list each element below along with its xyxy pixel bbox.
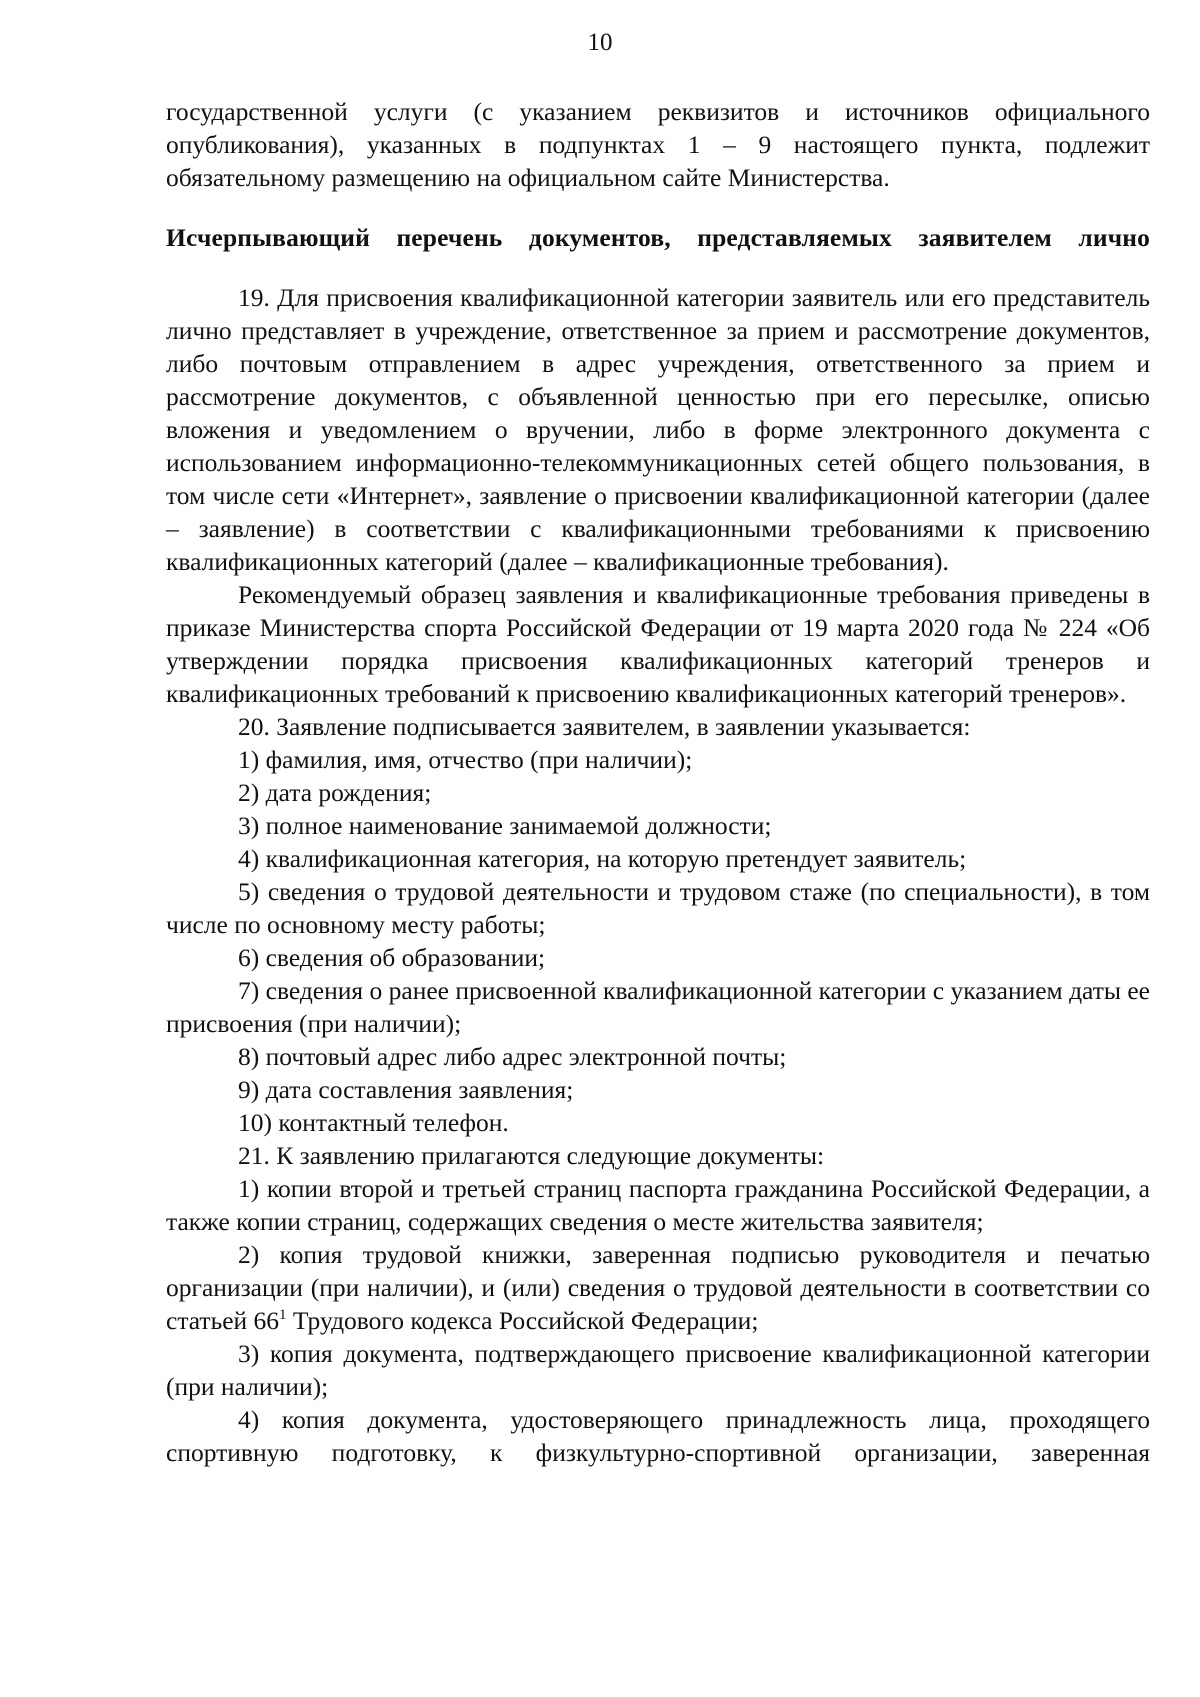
paragraph-21-item-4: 4) копия документа, удостоверяющего принадлежность лица, проходящего спортивную подготовку, к физкультурно-спортивной организации, заверенная (166, 1405, 1150, 1467)
intro-paragraph: государственной услуги (с указанием реквизитов и источников официального опубликования), указанных в подпунктах 1 – 9 настоящего пункта, подлежит обязательному размещению на официальном сайте Министерства. (166, 97, 1150, 192)
paragraph-21-item-2-text: 2) копия трудовой книжки, заверенная подписью руководителя и печатью организации (при наличии), и (или) сведения о трудовой деятельности в соответствии со статьей 66 (166, 1240, 1150, 1335)
list-item: 4) квалификационная категория, на которую претендует заявитель; (238, 844, 967, 873)
list-item: 3) полное наименование занимаемой должности; (238, 811, 772, 840)
list-item: 5) сведения о трудовой деятельности и трудовом стаже (по специальности), в том числе по основному месту работы; (166, 877, 1150, 939)
paragraph-21-item-1: 1) копии второй и третьей страниц паспорта гражданина Российской Федерации, а также копии страниц, содержащих сведения о месте жительства заявителя; (166, 1174, 1150, 1236)
paragraph-19: 19. Для присвоения квалификационной категории заявитель или его представитель лично представляет в учреждение, ответственное за прием и рассмотрение документов, либо почтовым отправлением в адрес учреждения, ответственного за прием и рассмотрение документов, с объявленной ценностью при его пересылке, описью вложения и уведомлением о вручении, либо в форме электронного документа с использованием информационно-телекоммуникационных сетей общего пользования, в том числе сети «Интернет», заявление о присвоении квалификационной категории (далее – заявление) в соответствии с квалификационными требованиями к присвоению квалификационных категорий (далее – квалификационные требования). (166, 283, 1150, 576)
list-item: 8) почтовый адрес либо адрес электронной почты; (238, 1042, 787, 1071)
list-item: 10) контактный телефон. (238, 1108, 509, 1137)
paragraph-21: 21. К заявлению прилагаются следующие документы: (238, 1141, 825, 1170)
paragraph-20: 20. Заявление подписывается заявителем, в заявлении указывается: (238, 712, 971, 741)
superscript-article-number: 1 (279, 1306, 287, 1323)
paragraph-21-item-2 (166, 1238, 1150, 1337)
paragraph-19-recommended-form: Рекомендуемый образец заявления и квалификационные требования приведены в приказе Министерства спорта Российской Федерации от 19 марта 2020 года № 224 «Об утверждении порядка присвоения квалификационных категорий тренеров и квалификационных требований к присвоению квалификационных категорий тренеров». (166, 580, 1150, 708)
list-item: 2) дата рождения; (238, 778, 432, 807)
paragraph-21-item-2-text-end: Трудового кодекса Российской Федерации; (286, 1306, 759, 1335)
section-heading: Исчерпывающий перечень документов, представляемых заявителем лично (166, 223, 1150, 252)
paragraph-21-item-3: 3) копия документа, подтверждающего присвоение квалификационной категории (при наличии); (166, 1339, 1150, 1401)
list-item: 9) дата составления заявления; (238, 1075, 574, 1104)
list-item: 7) сведения о ранее присвоенной квалификационной категории с указанием даты ее присвоения (при наличии); (166, 976, 1150, 1038)
list-item: 6) сведения об образовании; (238, 943, 546, 972)
document-body (166, 95, 1150, 1469)
list-item: 1) фамилия, имя, отчество (при наличии); (238, 745, 693, 774)
page-number: 10 (587, 29, 613, 56)
